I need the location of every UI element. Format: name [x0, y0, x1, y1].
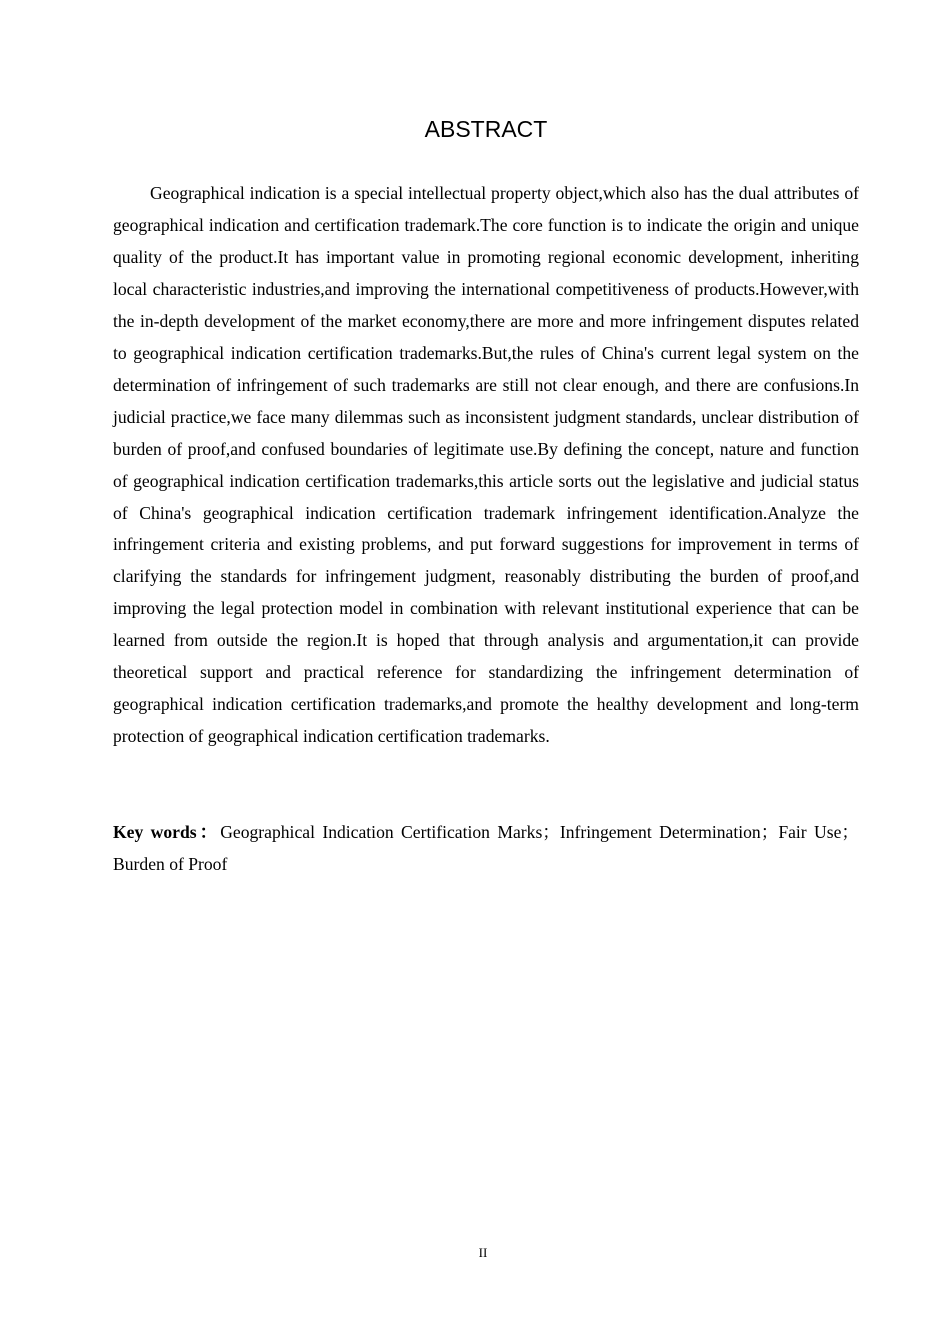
keywords-text: Geographical Indication Certification Marks；Infringement Determination；Fair Use；Burden of Proof: [113, 822, 859, 874]
page-number: II: [478, 1245, 488, 1260]
abstract-paragraph: Geographical indication is a special intellectual property object,which also has the dual attributes of geographical indication and certification trademark.The core function is to indicate the origin and unique quality of the product.It has important value in promoting regional economic development, inheriting local characteristic industries,and improving the international competitiveness of products.However,with the in-depth development of the market economy,there are more and more infringement disputes related to geographical indication certification trademarks.But,the rules of China's current legal system on the determination of infringement of such trademarks are still not clear enough, and there are confusions.In judicial practice,we face many dilemmas such as inconsistent judgment standards, unclear distribution of burden of proof,and confused boundaries of legitimate use.By defining the concept, nature and function of geographical indication certification trademarks,this article sorts out the legislative and judicial status of China's geographical indication certification trademark infringement identification.Analyze the infringement criteria and existing problems, and put forward suggestions for improvement in terms of clarifying the standards for infringement judgment, reasonably distributing the burden of proof,and improving the legal protection model in combination with relevant institutional experience that can be learned from outside the region.It is hoped that through analysis and argumentation,it can provide theoretical support and practical reference for standardizing the infringement determination of geographical indication certification trademarks,and promote the healthy development and long-term protection of geographical indication certification trademarks.: [113, 183, 859, 747]
abstract-title: ABSTRACT: [424, 116, 548, 142]
keywords-label: Key words：: [113, 822, 221, 842]
keywords-line: [113, 817, 859, 881]
